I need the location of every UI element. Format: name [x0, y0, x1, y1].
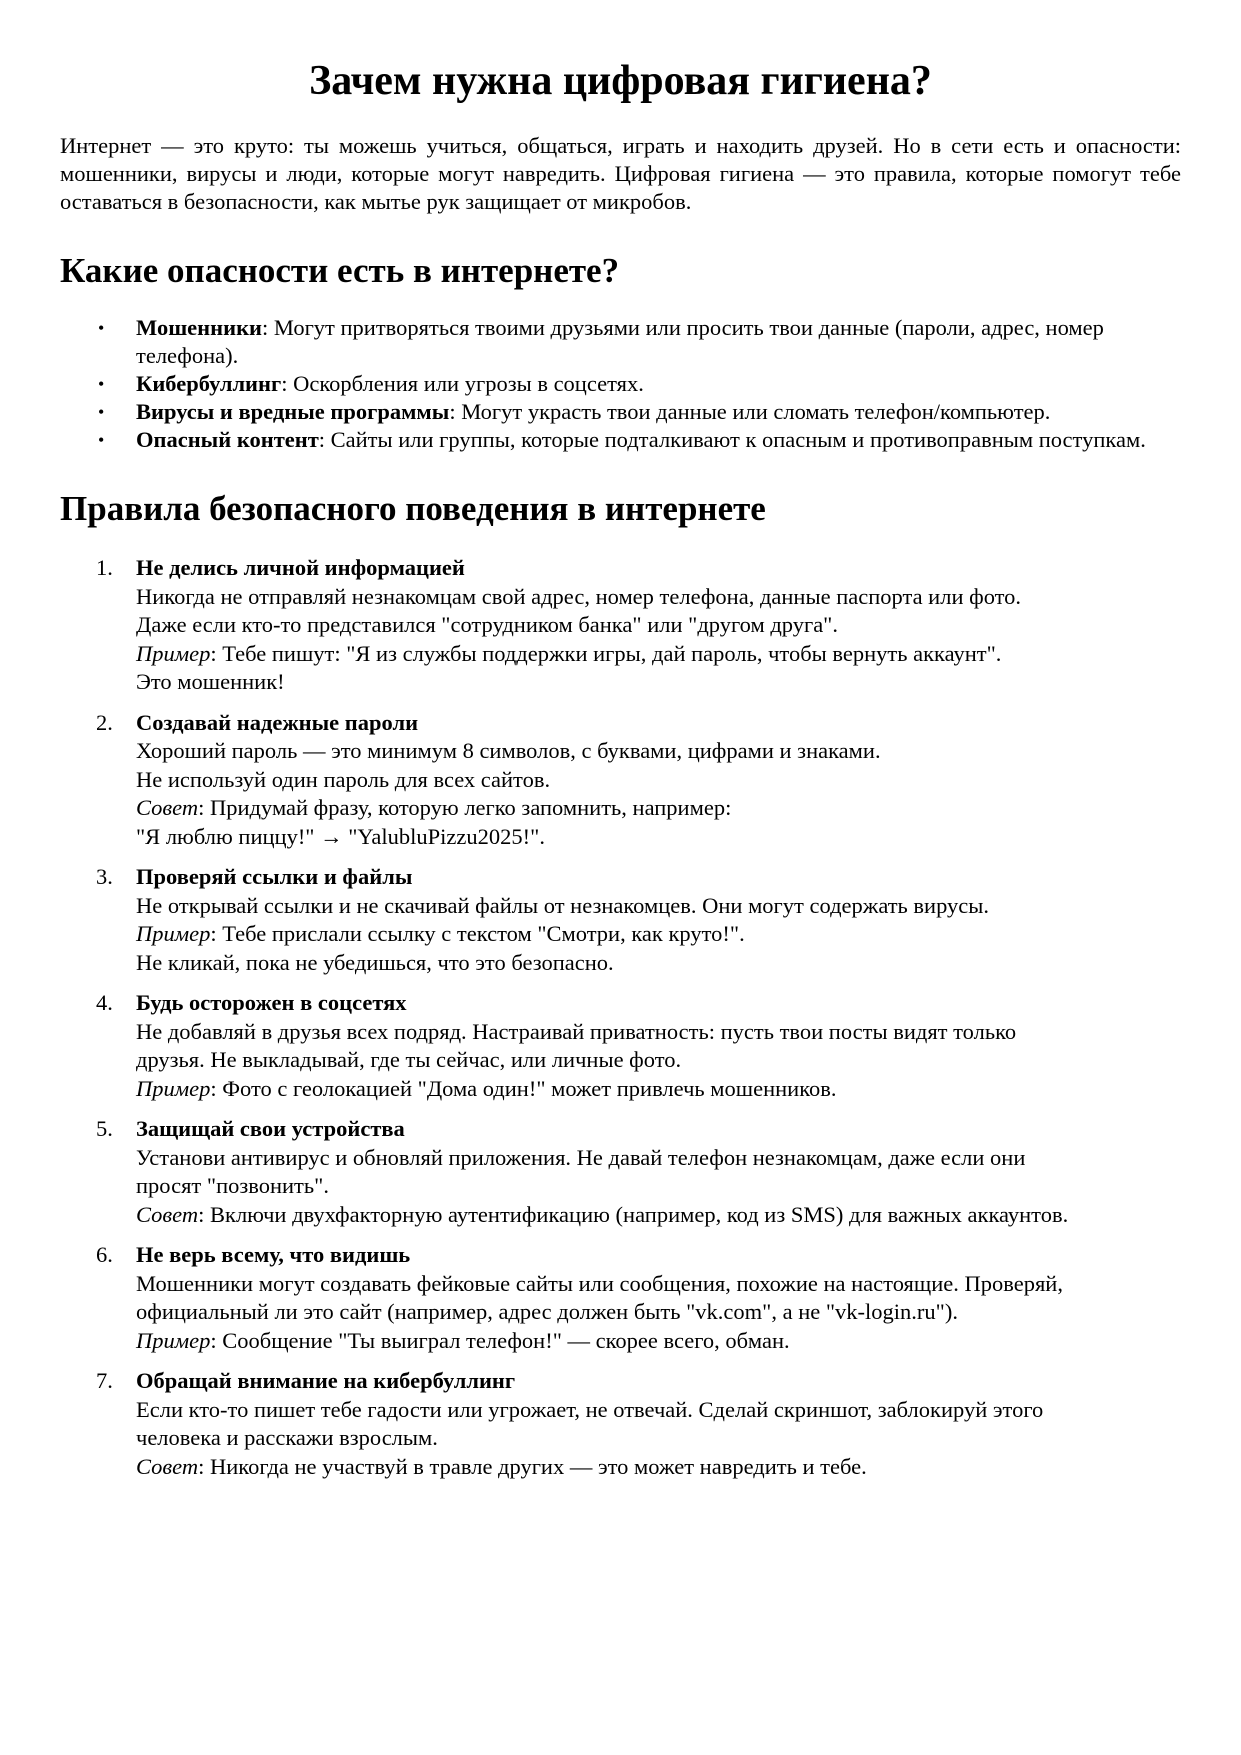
rule-note-text: : Включи двухфакторную аутентификацию (например, код из SMS) для важных аккаунтов.	[198, 1201, 1069, 1227]
rule-title: Не делись личной информацией	[136, 555, 465, 581]
danger-term: Вирусы и вредные программы	[136, 399, 450, 425]
rule-note-text: : Тебе прислали ссылку с текстом "Смотри, как круто!".	[210, 921, 745, 947]
rule-note-line	[136, 794, 1181, 823]
rule-note-line	[136, 823, 1181, 852]
bullet-icon: •	[98, 318, 105, 339]
rule-text-line: друзья. Не выкладывай, где ты сейчас, или личные фото.	[136, 1047, 682, 1073]
rule-title: Обращай внимание на кибербуллинг	[136, 1368, 516, 1394]
danger-item	[98, 398, 1181, 426]
rule-note-line	[136, 668, 1181, 697]
rule-note-line	[136, 949, 1181, 978]
rule-text-line: Не добавляй в друзья всех подряд. Настраивай приватность: пусть твои посты видят только	[136, 1018, 1017, 1044]
rule-note-line	[136, 1453, 1181, 1482]
rule-note-text: "Я люблю пиццу!" → "YalubluPizzu2025!".	[136, 823, 545, 849]
intro-paragraph: Интернет — это круто: ты можешь учиться, общаться, играть и находить друзей. Но в сети есть и опасности: мошенники, вирусы и люди, которые могут навредить. Цифровая гигиена — это правила, которые помогут тебе оставаться в безопасности, как мытье рук защищает от микробов.	[60, 133, 1181, 215]
rule-note-label: Совет	[136, 1201, 199, 1227]
rule-note-text: : Фото с геолокацией "Дома один!" может привлечь мошенников.	[210, 1075, 837, 1101]
rule-text-line: Не используй один пароль для всех сайтов.	[136, 766, 551, 792]
rule-number: 1.	[96, 555, 113, 581]
rule-note-text: : Никогда не участвуй в травле других — это может навредить и тебе.	[198, 1453, 867, 1479]
dangers-heading: Какие опасности есть в интернете?	[60, 251, 620, 291]
rule-title: Будь осторожен в соцсетях	[136, 990, 407, 1016]
rule-note-line	[136, 920, 1181, 949]
rule-item	[96, 554, 1181, 697]
rule-item	[96, 1367, 1181, 1481]
rules-list	[60, 554, 1181, 1481]
rule-text-line: Не открывай ссылки и не скачивай файлы от незнакомцев. Они могут содержать вирусы.	[136, 892, 990, 918]
danger-text: : Могут украсть твои данные или сломать телефон/компьютер.	[449, 399, 1051, 425]
rule-text-line: Установи антивирус и обновляй приложения. Не давай телефон незнакомцам, даже если они	[136, 1144, 1026, 1170]
rule-text-line: просят "позвонить".	[136, 1173, 329, 1199]
rule-note-label: Совет	[136, 1453, 199, 1479]
dangers-list	[60, 314, 1181, 454]
rule-note-line	[136, 1075, 1181, 1104]
rules-heading: Правила безопасного поведения в интернете	[60, 489, 766, 529]
rule-text-line: Хороший пароль — это минимум 8 символов, с буквами, цифрами и знаками.	[136, 738, 881, 764]
page-title: Зачем нужна цифровая гигиена?	[309, 58, 932, 104]
danger-text: : Оскорбления или угрозы в соцсетях.	[281, 371, 644, 397]
rule-title: Не верь всему, что видишь	[136, 1242, 411, 1268]
rule-text-line: человека и расскажи взрослым.	[136, 1425, 438, 1451]
danger-term: Опасный контент	[136, 427, 319, 453]
rule-note-label: Пример	[136, 921, 211, 947]
rule-text-line: Никогда не отправляй незнакомцам свой адрес, номер телефона, данные паспорта или фото.	[136, 583, 1022, 609]
danger-text: : Сайты или группы, которые подталкивают к опасным и противоправным поступкам.	[318, 427, 1146, 453]
rule-text-line: Если кто-то пишет тебе гадости или угрожает, не отвечай. Сделай скриншот, заблокируй этого	[136, 1396, 1044, 1422]
rule-note-line	[136, 640, 1181, 669]
rule-number: 4.	[96, 990, 113, 1016]
rule-text-line: Даже если кто-то представился "сотрудником банка" или "другом друга".	[136, 612, 838, 638]
rule-item	[96, 863, 1181, 977]
bullet-icon: •	[98, 374, 105, 395]
rule-title: Защищай свои устройства	[136, 1116, 405, 1142]
danger-item	[98, 426, 1181, 454]
bullet-icon: •	[98, 430, 105, 451]
rule-item	[96, 989, 1181, 1103]
rule-number: 2.	[96, 709, 113, 735]
rule-item	[96, 709, 1181, 852]
rule-note-label: Пример	[136, 640, 211, 666]
danger-term: Кибербуллинг	[136, 371, 282, 397]
rule-number: 6.	[96, 1242, 113, 1268]
danger-term: Мошенники	[136, 315, 262, 341]
rule-note-label: Пример	[136, 1075, 211, 1101]
rule-number: 7.	[96, 1368, 113, 1394]
rule-title: Проверяй ссылки и файлы	[136, 864, 413, 890]
rule-note-text: : Придумай фразу, которую легко запомнить, например:	[198, 795, 732, 821]
danger-item	[98, 314, 1181, 370]
rule-note-label: Пример	[136, 1327, 211, 1353]
rule-note-line	[136, 1327, 1181, 1356]
rule-note-text: Не кликай, пока не убедишься, что это безопасно.	[136, 949, 614, 975]
rule-text-line: официальный ли это сайт (например, адрес должен быть "vk.com", а не "vk-login.ru").	[136, 1299, 958, 1325]
rule-note-text: Это мошенник!	[136, 669, 285, 695]
danger-item	[98, 370, 1181, 398]
danger-text: : Могут притворяться твоими друзьями или просить твои данные (пароли, адрес, номер телефона).	[136, 315, 1104, 369]
rule-number: 5.	[96, 1116, 113, 1142]
rule-title: Создавай надежные пароли	[136, 709, 419, 735]
bullet-icon: •	[98, 402, 105, 423]
rule-note-text: : Тебе пишут: "Я из службы поддержки игры, дай пароль, чтобы вернуть аккаунт".	[210, 640, 1002, 666]
rule-item	[96, 1115, 1181, 1229]
rule-note-text: : Сообщение "Ты выиграл телефон!" — скорее всего, обман.	[210, 1327, 790, 1353]
rule-note-label: Совет	[136, 795, 199, 821]
rule-number: 3.	[96, 864, 113, 890]
rule-item	[96, 1241, 1181, 1355]
rule-text-line: Мошенники могут создавать фейковые сайты или сообщения, похожие на настоящие. Проверяй,	[136, 1270, 1063, 1296]
rule-note-line	[136, 1201, 1181, 1230]
